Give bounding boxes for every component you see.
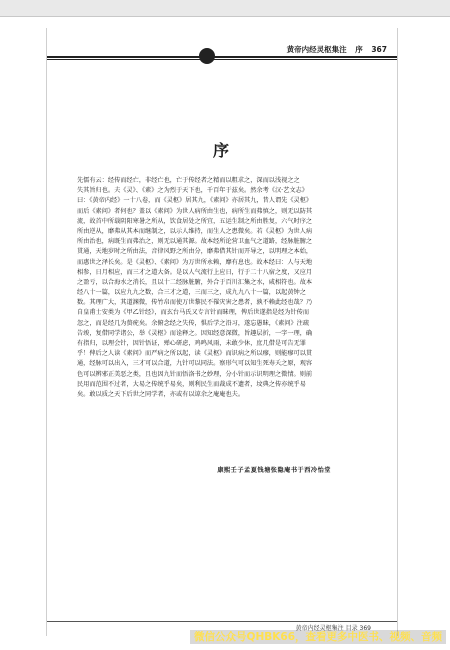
text-line: 经八十一篇，以应九九之数，合三才之道，三而三之，成九九八十一篇，以起黄钟之 (77, 289, 306, 297)
text-line: 之盈亏，以合海水之消长，且以十二经脉脏腑，外合于百川汇集之水，咸相符也。故本 (77, 278, 313, 286)
text-line: 而后《素问》者何也？盖以《素问》为世人病所由生也，病所生而弗慎之，则无以防其 (77, 207, 313, 215)
text-line: 先儒有云：经传而经亡，非经亡也，亡于传经者之精而以粗求之，深而以浅视之之 (77, 177, 300, 184)
watermark-banner: 微信公众号QHBK66，查看更多中医书、视频、音频 (190, 630, 446, 644)
running-title: 黄帝内经灵枢集注 (286, 45, 347, 54)
text-line: 矣。敢以质之天下后世之同学者，亦或有以谅余之庵庵也夫。 (77, 390, 245, 398)
document-page (46, 28, 398, 636)
viewer-toolbar (0, 0, 450, 17)
text-line: 告竣，复借同学诸公，举《灵枢》而诠释之。因知经意深微，旨趣层折，一字一理，确 (77, 329, 313, 337)
header-rule (47, 56, 397, 58)
text-line: 自皇甫士安类为《甲乙针经》，而玄台马氏又专言针而昧理，俾后世遂指是经为针传而 (77, 309, 310, 317)
header-rule-thin (47, 59, 397, 60)
text-line: 有指归，以理会针，因针悟证，殚心研虑，鸡鸣风雨，未敢少休，庶几借是可告无罪 (77, 340, 306, 347)
page-number: 367 (371, 45, 387, 54)
text-line: 而惠世之泽长矣。是《灵枢》、《素问》为万世所永赖，靡有息也。故本经曰：人与天地 (77, 258, 313, 266)
footer-section: 目录 (345, 625, 358, 632)
running-header (287, 44, 387, 55)
text-line: 曰：《黄帝内经》一十八卷，而《灵枢》居其九，《素问》亦居其九，昔人谓先《灵枢》 (77, 197, 313, 205)
text-line: 色可以辨邪正美恶之类，且也因九针而悟洛书之妙理，分小针而示识明理之微情。则前 (77, 370, 313, 378)
author-signature: 康熙壬子孟夏钱塘张隐庵书于西冷怡堂 (217, 467, 331, 474)
text-line: 贯通，天地岁时之所由法，音律风野之所由分，靡弗借其针而开导之，以明理之本始， (77, 248, 313, 256)
text-line: 失其旨归也。夫《灵》、《素》之为烈于天下也，千百年于兹矣。然余考《汉·艺文志》 (77, 187, 308, 195)
text-line: 流，故首中所载阴阳寒暑之所从，饮食居处之所宜，五运生制之所由胜复，六气时序之 (77, 217, 313, 225)
text-line: 乎！俾后之人读《素问》而严病之所以起，读《灵枢》而识病之所以瘳，则能瘳可以贯 (77, 350, 313, 358)
text-line: 所由逆从，靡弗从其本而继制之，以示人维持，而生人之患微矣。若《灵枢》为世人病 (77, 227, 313, 235)
text-line: 相参，日月相应，而三才之道大备。是以人气流行上应日，行于二十八宿之度，又应月 (77, 268, 313, 276)
page-title: 序 (212, 141, 231, 160)
footer-rule (47, 621, 397, 622)
running-section: 序 (355, 45, 363, 54)
text-line: 数。其理广大，其道渊微，传竹帛而使万世黎民不罹灾害之患者，孰不赖此经也哉？乃 (77, 299, 313, 307)
text-line: 所由治也，病既生而弗治之，则无以通其源。故本经所论营卫血气之道路，经脉脏腑之 (77, 238, 313, 246)
text-line: 忽之，而是经几为赘疣矣。余俯念经之失传，惧后学之沿习，遂忘愚昧，《素问》注疏 (77, 319, 310, 327)
text-line: 民用而范围不过者，大易之传统乎易矣，则利民生而裁成不遗者，坟典之传亦统乎易 (77, 380, 306, 388)
footer-page-number: 369 (359, 625, 371, 632)
text-line: 通，经脉可以出入，三才可以合道，九针可以同法。察形气可以知生死寿夭之原，观容 (77, 360, 313, 368)
preface-body (77, 176, 379, 400)
footer-title: 黄帝内经灵枢集注 (295, 625, 344, 632)
